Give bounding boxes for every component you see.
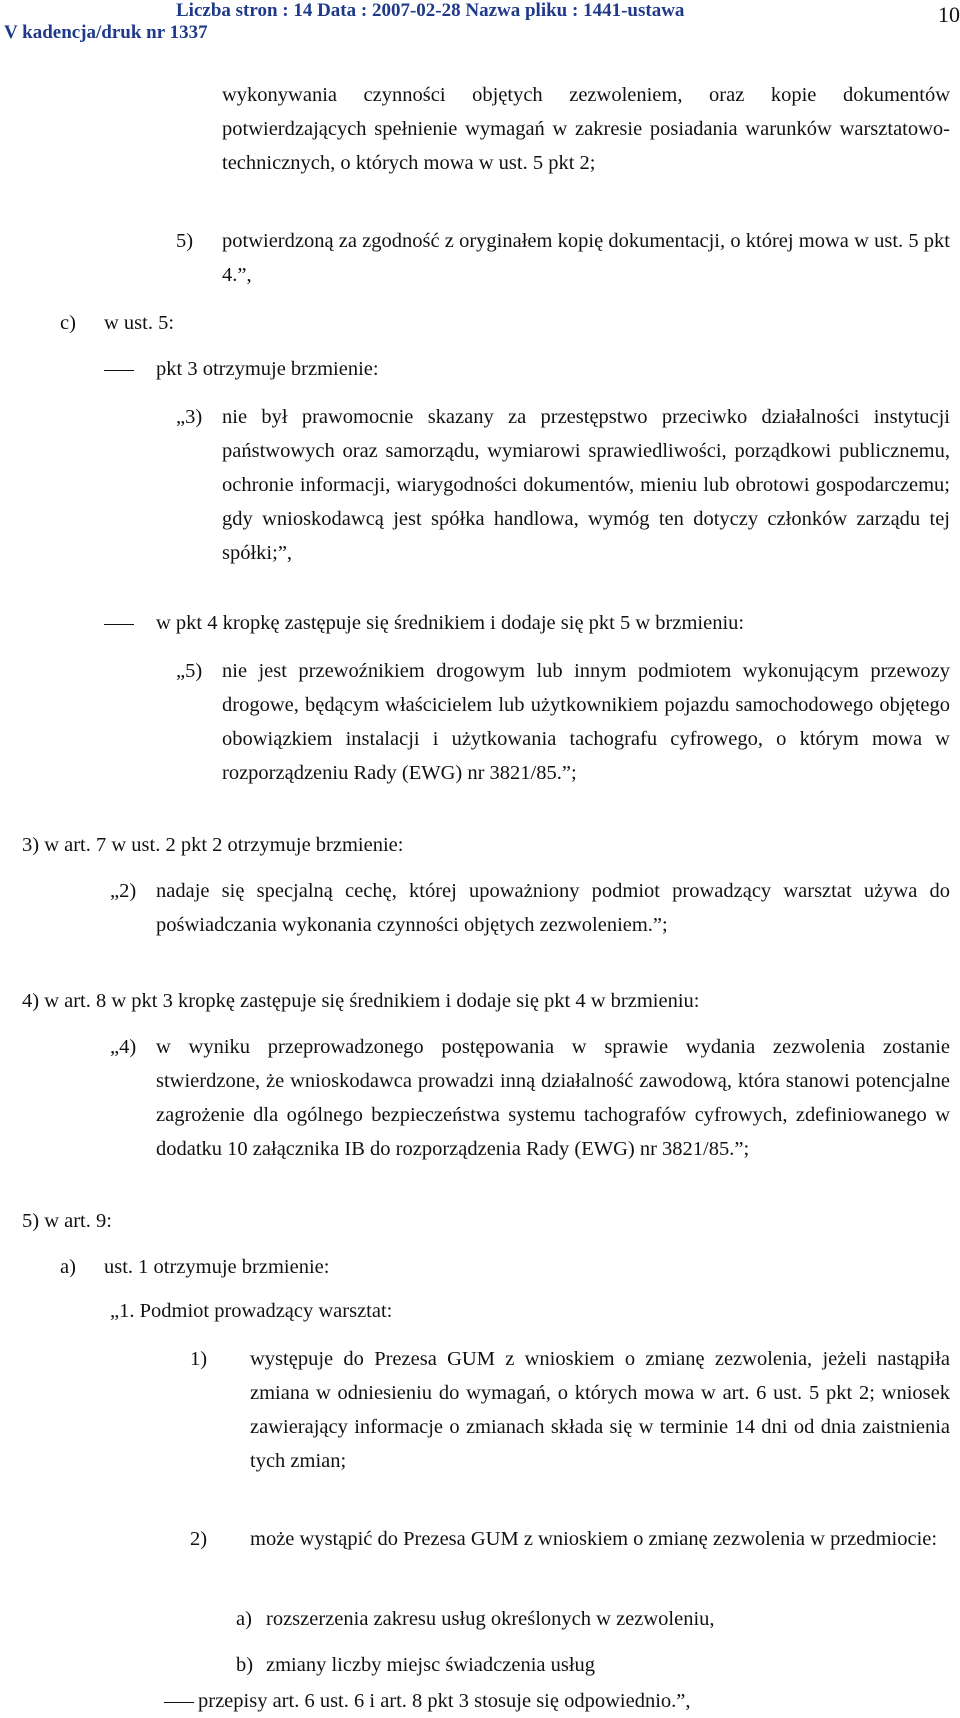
item-5-text: potwierdzoną za zgodność z oryginałem kopię dokumentacji, o której mowa w ust. 5 pkt 4.”, — [222, 230, 950, 286]
art8-intro: 4) w art. 8 w pkt 3 kropkę zastępuje się średnikiem i dodaje się pkt 4 w brzmieniu: — [22, 990, 700, 1012]
sub-point-a-label: a) — [236, 1608, 252, 1630]
final-provision: przepisy art. 6 ust. 6 i art. 8 pkt 3 stosuje się odpowiednio.”, — [198, 1690, 691, 1712]
sub-point-b-label: b) — [236, 1654, 254, 1676]
sub-item-1-label: 1) — [190, 1348, 208, 1370]
sub-point-b-text: zmiany liczby miejsc świadczenia usług — [266, 1654, 596, 1676]
sub-item-1-text: występuje do Prezesa GUM z wnioskiem o zmianę zezwolenia, jeżeli nastąpiła zmiana w odniesieniu do wymagań, o których mowa w art. 6 ust. 5 pkt 2; wniosek zawierający informacje o zmianach składa się w terminie 14 dni od dnia zaistnienia tych zmian; — [250, 1348, 950, 1472]
dash-marker — [164, 1702, 194, 1703]
header-print-info: V kadencja/druk nr 1337 — [4, 22, 208, 43]
sub-item-2-label: 2) — [190, 1528, 208, 1550]
art7-intro: 3) w art. 7 w ust. 2 pkt 2 otrzymuje brzmienie: — [22, 834, 404, 856]
point-a-label: a) — [60, 1256, 76, 1278]
page-number: 10 — [938, 2, 960, 27]
ust1-heading: „1. Podmiot prowadzący warsztat: — [110, 1300, 393, 1322]
art8-text: w wyniku przeprowadzonego postępowania w sprawie wydania zezwolenia zostanie stwierdzone, że wnioskodawca prowadzi inną działalność zawodową, która stanowi potencjalne zagrożenie dla ogólnego bezpieczeństwa systemu tachografów cyfrowych, zdefiniowanego w dodatku 10 załącznika IB do rozporządzenia Rady (EWG) nr 3821/85.”; — [156, 1036, 950, 1160]
art7-label: „2) — [110, 880, 137, 902]
art9-intro: 5) w art. 9: — [22, 1210, 112, 1232]
sub-item-2-text: może wystąpić do Prezesa GUM z wnioskiem o zmianę zezwolenia w przedmiocie: — [250, 1528, 938, 1550]
dash-marker — [104, 624, 134, 625]
item-5-label: 5) — [176, 230, 194, 252]
pkt5-text: nie jest przewoźnikiem drogowym lub innym podmiotem wykonującym przewozy drogowe, będącym właścicielem lub użytkownikiem pojazdu samochodowego objętego obowiązkiem instalacji i użytkowania tachografu cyfrowego, o którym mowa w rozporządzeniu Rady (EWG) nr 3821/85.”; — [222, 660, 950, 784]
sub-point-a-text: rozszerzenia zakresu usług określonych w zezwoleniu, — [266, 1608, 715, 1630]
pkt4-intro: w pkt 4 kropkę zastępuje się średnikiem i dodaje się pkt 5 w brzmieniu: — [156, 612, 745, 634]
pkt5-label: „5) — [176, 660, 203, 682]
art7-text: nadaje się specjalną cechę, której upoważniony podmiot prowadzący warsztat używa do poświadczania wykonania czynności objętych zezwoleniem.”; — [156, 880, 950, 936]
dash-marker — [104, 370, 134, 371]
point-a-text: ust. 1 otrzymuje brzmienie: — [104, 1256, 330, 1278]
point-c-label: c) — [60, 312, 76, 334]
pkt3-label: „3) — [176, 406, 203, 428]
pkt3-intro: pkt 3 otrzymuje brzmienie: — [156, 358, 379, 380]
point-c-text: w ust. 5: — [104, 312, 175, 334]
continued-paragraph: wykonywania czynności objętych zezwoleniem, oraz kopie dokumentów potwierdzających spełnienie wymagań w zakresie posiadania warunków warsztatowo-technicznych, o których mowa w ust. 5 pkt 2; — [222, 84, 950, 174]
header-meta: Liczba stron : 14 Data : 2007-02-28 Nazwa pliku : 1441-ustawa — [176, 0, 685, 21]
art8-label: „4) — [110, 1036, 137, 1058]
pkt3-text: nie był prawomocnie skazany za przestępstwo przeciwko działalności instytucji państwowych oraz samorządu, wymiarowi sprawiedliwości, porządkowi publicznemu, ochronie informacji, wiarygodności dokumentów, mieniu lub obrotowi gospodarczemu; gdy wnioskodawcą jest spółka handlowa, wymóg ten dotyczy członków zarządu tej spółki;”, — [222, 406, 950, 564]
